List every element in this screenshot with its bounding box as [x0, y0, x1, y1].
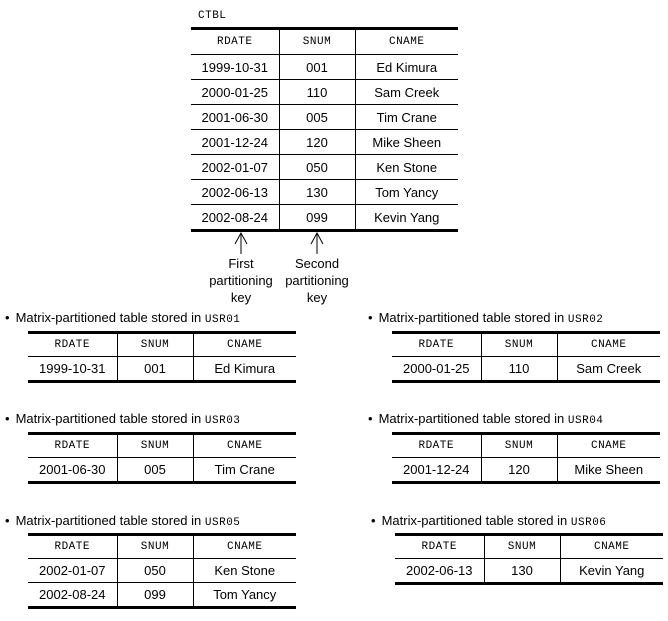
column-header-snum: SNUM: [117, 434, 193, 458]
column-header-rdate: RDATE: [392, 333, 481, 357]
bullet-icon: •: [5, 310, 10, 325]
column-header-snum: SNUM: [481, 434, 557, 458]
cell-snum: 001: [279, 55, 355, 80]
table-row: [392, 458, 660, 483]
cell-rdate: 2002-01-07: [191, 155, 279, 180]
cell-rdate: 2002-01-07: [28, 559, 117, 583]
cell-rdate: 2002-08-24: [39, 587, 106, 602]
cell-rdate: 2000-01-25: [191, 80, 279, 105]
cell-snum: 005: [279, 105, 355, 130]
cell-snum: 001: [117, 357, 193, 382]
key-label-line: key: [306, 290, 328, 305]
column-header-snum: SNUM: [279, 29, 355, 55]
cell-cname: Ed Kimura: [193, 357, 296, 382]
cell-cname: Ed Kimura: [355, 55, 458, 80]
schema-name: USR01: [204, 314, 241, 326]
key-label-line: First: [228, 256, 254, 271]
table-row: [392, 357, 660, 382]
schema-name: USR02: [567, 314, 604, 326]
cell-cname: Ken Stone: [193, 559, 296, 583]
schema-name: USR04: [567, 415, 604, 427]
cell-cname: Tom Yancy: [193, 583, 296, 608]
caption-text: Matrix-partitioned table stored in: [15, 513, 202, 528]
table-row: [28, 559, 296, 583]
column-header-cname: CNAME: [193, 333, 296, 357]
table-row: [28, 583, 296, 608]
table-header: [395, 535, 663, 559]
bullet-icon: •: [368, 310, 373, 325]
first-partitioning-key-label: [201, 255, 281, 306]
cell-snum: 110: [279, 80, 355, 105]
partition-caption-usr05: [5, 513, 240, 529]
cell-snum: 099: [279, 205, 355, 231]
partition-caption-usr01: [5, 310, 240, 326]
cell-rdate: 2002-06-13: [191, 180, 279, 205]
cell-snum: 130: [484, 559, 560, 584]
partition-caption-usr02: [368, 310, 603, 326]
bullet-icon: •: [5, 513, 10, 528]
cell-snum: 120: [481, 458, 557, 483]
schema-name: USR03: [204, 415, 241, 427]
bullet-icon: •: [371, 513, 376, 528]
bullet-icon: •: [5, 411, 10, 426]
key-label-line: partitioning: [285, 273, 349, 288]
cell-cname: Mike Sheen: [557, 458, 660, 483]
cell-snum: 120: [279, 130, 355, 155]
cell-cname: Tim Crane: [193, 458, 296, 483]
main-table-title: CTBL: [198, 10, 227, 22]
column-header-rdate: RDATE: [395, 535, 484, 559]
key-label-line: key: [230, 290, 252, 305]
cell-cname: Sam Creek: [557, 357, 660, 382]
column-header-snum: SNUM: [117, 333, 193, 357]
caption-text: Matrix-partitioned table stored in: [15, 411, 202, 426]
cell-cname: Mike Sheen: [355, 130, 458, 155]
cell-rdate: 1999-10-31: [39, 361, 106, 376]
caption-text: Matrix-partitioned table stored in: [381, 513, 568, 528]
cell-rdate: 2001-12-24: [191, 130, 279, 155]
column-header-rdate: RDATE: [191, 29, 279, 55]
partition-table-usr01: [28, 331, 296, 383]
second-key-arrow-icon: [311, 233, 323, 254]
bullet-icon: •: [368, 411, 373, 426]
partition-table-usr03: [28, 432, 296, 484]
caption-text: Matrix-partitioned table stored in: [378, 411, 565, 426]
cell-rdate: 1999-10-31: [191, 55, 279, 80]
partition-caption-usr04: [368, 411, 603, 427]
table-row: [28, 357, 296, 382]
partition-table-usr04: [392, 432, 660, 484]
column-header-cname: CNAME: [355, 29, 458, 55]
cell-cname: Kevin Yang: [560, 559, 663, 584]
cell-snum: 130: [279, 180, 355, 205]
column-header-snum: SNUM: [117, 535, 193, 559]
key-label-line: Second: [294, 256, 340, 271]
cell-rdate: 2002-08-24: [201, 209, 268, 225]
first-key-arrow-icon: [235, 233, 247, 254]
partition-caption-usr03: [5, 411, 240, 427]
column-header-snum: SNUM: [481, 333, 557, 357]
cell-snum: 110: [481, 357, 557, 382]
table-row: [395, 559, 663, 584]
column-header-cname: CNAME: [193, 434, 296, 458]
column-header-snum: SNUM: [484, 535, 560, 559]
cell-rdate: 2001-06-30: [191, 105, 279, 130]
schema-name: USR06: [570, 517, 607, 529]
cell-rdate: 2002-06-13: [406, 563, 473, 578]
cell-cname: Ken Stone: [355, 155, 458, 180]
cell-rdate: 2000-01-25: [403, 361, 470, 376]
partition-table-usr06: [395, 533, 663, 585]
cell-snum: 050: [279, 155, 355, 180]
table-row: [28, 458, 296, 483]
partition-table-usr05: [28, 533, 296, 609]
column-header-rdate: RDATE: [28, 434, 117, 458]
column-header-cname: CNAME: [560, 535, 663, 559]
cell-rdate: 2001-06-30: [39, 462, 106, 477]
column-header-cname: CNAME: [557, 434, 660, 458]
table-header: [392, 333, 660, 357]
partition-table-usr02: [392, 331, 660, 383]
table-header: [28, 535, 296, 559]
cell-cname: Sam Creek: [355, 80, 458, 105]
caption-text: Matrix-partitioned table stored in: [15, 310, 202, 325]
column-header-rdate: RDATE: [392, 434, 481, 458]
column-header-cname: CNAME: [193, 535, 296, 559]
column-header-rdate: RDATE: [28, 333, 117, 357]
partition-caption-usr06: [371, 513, 606, 529]
table-header: [28, 434, 296, 458]
second-partitioning-key-label: [277, 255, 357, 306]
cell-cname: Tim Crane: [355, 105, 458, 130]
cell-cname: Tom Yancy: [355, 180, 458, 205]
cell-snum: 050: [117, 559, 193, 583]
table-header: [28, 333, 296, 357]
cell-rdate: 2001-12-24: [403, 462, 470, 477]
cell-snum: 005: [117, 458, 193, 483]
table-header: [392, 434, 660, 458]
caption-text: Matrix-partitioned table stored in: [378, 310, 565, 325]
key-label-line: partitioning: [209, 273, 273, 288]
cell-snum: 099: [117, 583, 193, 608]
column-header-cname: CNAME: [557, 333, 660, 357]
schema-name: USR05: [204, 517, 241, 529]
cell-cname: Kevin Yang: [355, 205, 458, 231]
column-header-rdate: RDATE: [28, 535, 117, 559]
